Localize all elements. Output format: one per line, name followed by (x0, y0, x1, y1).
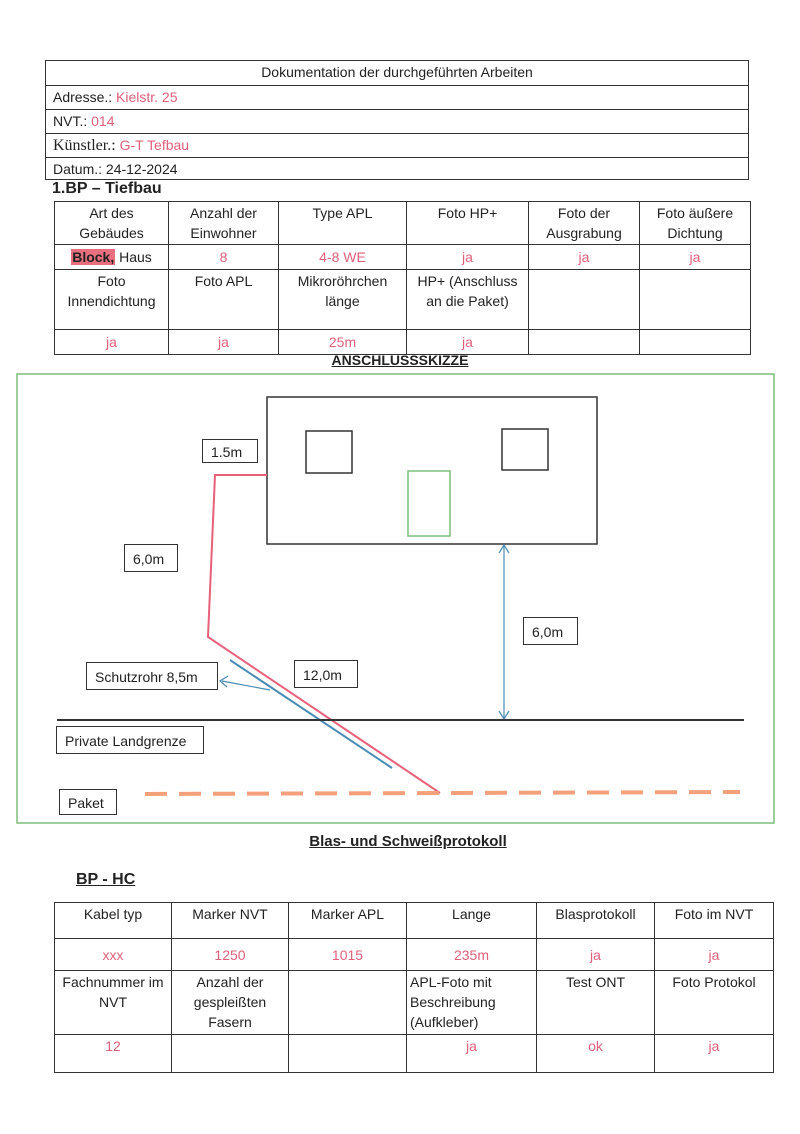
value-cell: 235m (407, 939, 537, 971)
header-cell: Foto der Ausgrabung (529, 202, 640, 245)
header-cell: APL-Foto mit Beschreibung (Aufkleber) (407, 971, 537, 1035)
value-cell: ja (537, 939, 655, 971)
value-cell: 1250 (172, 939, 289, 971)
value-cell: ja (55, 330, 169, 355)
label-12m: 12,0m (294, 660, 358, 688)
value-cell: ja (655, 1035, 774, 1073)
building-door (408, 471, 450, 536)
value-cell: 4-8 WE (279, 245, 407, 270)
building-block-highlight: Block, (72, 249, 115, 265)
building-house: Haus (119, 249, 152, 265)
header-cell: Anzahl der gespleißten Fasern (172, 971, 289, 1035)
header-cell: Foto im NVT (655, 903, 774, 939)
header-cell: Foto Protokol (655, 971, 774, 1035)
value-cell: 25m (279, 330, 407, 355)
sketch-title: ANSCHLUSSSKIZZE (331, 352, 469, 368)
header-cell: HP+ (Anschluss an die Paket) (407, 270, 529, 330)
label-6m-right: 6,0m (523, 617, 578, 645)
protocol-title: Blas- und Schweißprotokoll (309, 833, 507, 850)
document-title: Dokumentation der durchgeführten Arbeiten (261, 64, 533, 80)
artist-label: Künstler.: (53, 137, 116, 154)
paket-line (145, 792, 740, 794)
header-cell: Foto HP+ (407, 202, 529, 245)
value-cell (289, 1035, 407, 1073)
address-value: Kielstr. 25 (116, 89, 178, 105)
value-cell: ok (537, 1035, 655, 1073)
label-paket: Paket (59, 789, 117, 815)
header-cell: Test ONT (537, 971, 655, 1035)
value-cell: ja (407, 245, 529, 270)
cable-route (208, 475, 440, 793)
nvt-value: 014 (91, 113, 115, 129)
nvt-label: NVT.: (53, 113, 88, 129)
header-cell: Kabel typ (55, 903, 172, 939)
value-cell: 1015 (289, 939, 407, 971)
label-6m-left: 6,0m (124, 544, 178, 572)
sketch-border (17, 374, 774, 823)
section-heading-tiefbau: 1.BP – Tiefbau (52, 180, 162, 197)
value-cell: 12 (55, 1035, 172, 1073)
value-cell (172, 1035, 289, 1073)
value-cell: ja (169, 330, 279, 355)
value-cell: ja (407, 1035, 537, 1073)
artist-value: G-T Tefbau (119, 137, 190, 153)
label-landgrenze: Private Landgrenze (56, 726, 204, 754)
header-cell: Marker APL (289, 903, 407, 939)
label-1-5m: 1.5m (202, 439, 258, 463)
header-cell: Foto Innendichtung (55, 270, 169, 330)
header-cell: Fachnummer im NVT (55, 971, 172, 1035)
value-cell: ja (529, 245, 640, 270)
value-cell: ja (407, 330, 529, 355)
header-cell: Blasprotokoll (537, 903, 655, 939)
address-label: Adresse.: (53, 89, 113, 105)
protocol-table (54, 902, 774, 1073)
label-schutzrohr: Schutzrohr 8,5m (86, 662, 218, 690)
header-cell: Anzahl der Einwohner (169, 202, 279, 245)
header-cell: Mikroröhrchen länge (279, 270, 407, 330)
header-cell: Type APL (279, 202, 407, 245)
window-right (502, 429, 548, 470)
header-cell: Marker NVT (172, 903, 289, 939)
header-cell: Art des Gebäudes (55, 202, 169, 245)
header-cell: Foto APL (169, 270, 279, 330)
header-cell: Lange (407, 903, 537, 939)
section-heading-bp-hc: BP - HC (76, 871, 136, 888)
value-cell: 8 (169, 245, 279, 270)
value-cell: xxx (55, 939, 172, 971)
date-value: 24-12-2024 (105, 161, 178, 177)
window-left (306, 431, 352, 473)
value-cell: ja (655, 939, 774, 971)
header-cell: Foto äußere Dichtung (640, 202, 751, 245)
value-cell: ja (640, 245, 751, 270)
header-cell (289, 971, 407, 1035)
date-label: Datum.: (53, 161, 103, 177)
